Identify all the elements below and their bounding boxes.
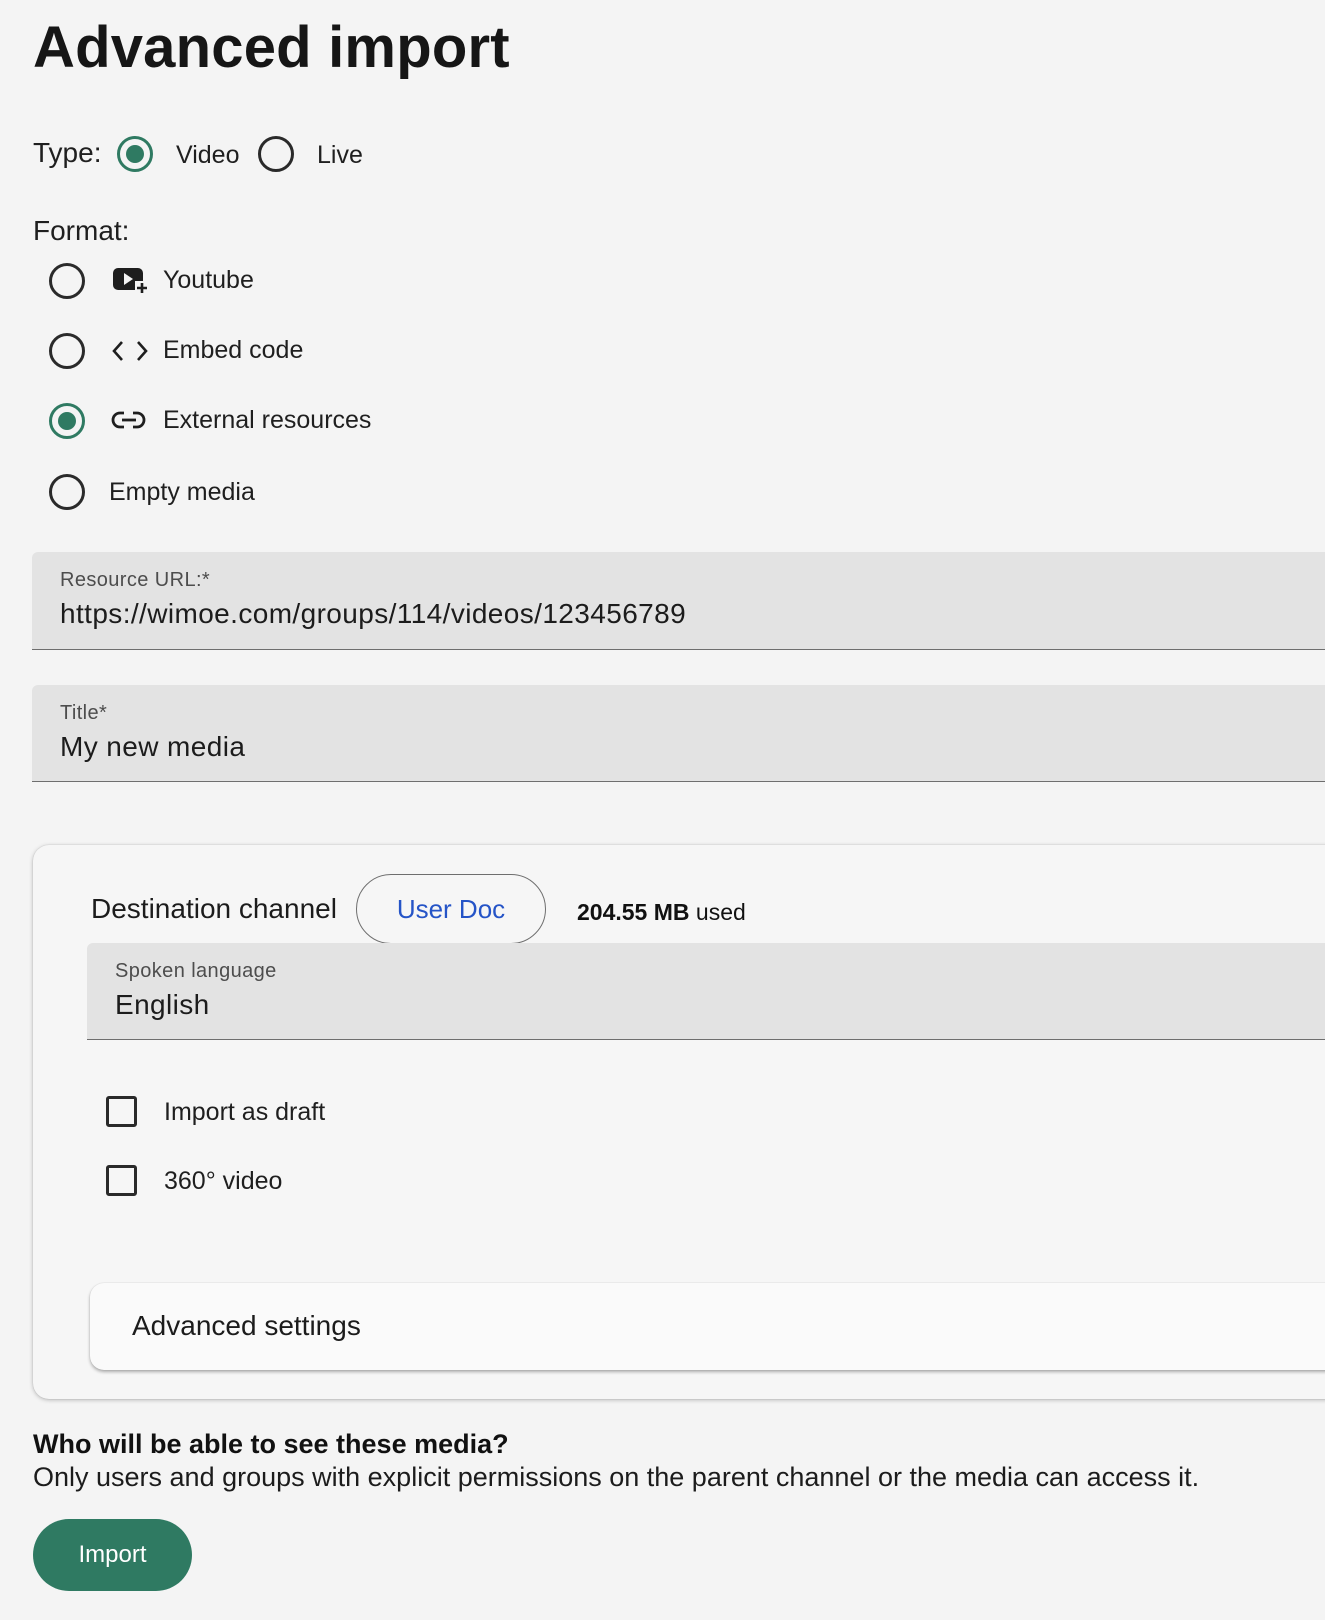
video-360-checkbox[interactable] (106, 1165, 137, 1196)
resource-url-field[interactable] (32, 552, 1325, 650)
type-label: Type: (33, 137, 102, 168)
youtube-add-icon (111, 265, 149, 295)
import-as-draft-label[interactable]: Import as draft (164, 1098, 326, 1126)
type-video-label[interactable]: Video (176, 141, 240, 169)
type-live-label[interactable]: Live (317, 141, 363, 169)
spoken-language-value[interactable]: English (115, 989, 210, 1020)
destination-channel-button[interactable]: User Doc (356, 874, 546, 944)
format-label: Format: (33, 215, 130, 246)
storage-usage (577, 899, 746, 926)
format-external-label[interactable]: External resources (163, 406, 372, 434)
spoken-language-label: Spoken language (115, 960, 277, 982)
advanced-settings-label: Advanced settings (132, 1310, 361, 1341)
visibility-description: Only users and groups with explicit permissions on the parent channel or the media can access it. (33, 1462, 1200, 1492)
format-empty-radio[interactable] (49, 474, 85, 510)
spoken-language-select[interactable] (87, 943, 1325, 1040)
resource-url-input[interactable] (60, 598, 1210, 630)
import-button[interactable]: Import (33, 1519, 192, 1591)
storage-usage-amount: 204.55 MB (577, 899, 690, 925)
destination-card (33, 845, 1325, 1399)
video-360-label[interactable]: 360° video (164, 1167, 283, 1195)
format-youtube-radio[interactable] (49, 263, 85, 299)
import-as-draft-checkbox[interactable] (106, 1096, 137, 1127)
type-live-radio[interactable] (258, 136, 294, 172)
page-title: Advanced import (33, 15, 510, 80)
title-input[interactable] (60, 731, 1210, 763)
format-external-radio[interactable] (49, 403, 85, 439)
resource-url-label: Resource URL:* (60, 569, 211, 591)
visibility-heading: Who will be able to see these media? (33, 1429, 509, 1459)
title-field[interactable] (32, 685, 1325, 782)
link-icon (110, 405, 148, 435)
destination-channel-label: Destination channel (91, 893, 337, 924)
format-empty-label[interactable]: Empty media (109, 478, 255, 506)
format-embed-radio[interactable] (49, 333, 85, 369)
code-brackets-icon (111, 336, 149, 366)
advanced-settings-panel[interactable] (90, 1283, 1325, 1370)
format-embed-label[interactable]: Embed code (163, 336, 304, 364)
format-youtube-label[interactable]: Youtube (163, 266, 254, 294)
title-label: Title* (60, 702, 108, 724)
storage-usage-suffix: used (695, 899, 746, 925)
type-video-radio[interactable] (117, 136, 153, 172)
